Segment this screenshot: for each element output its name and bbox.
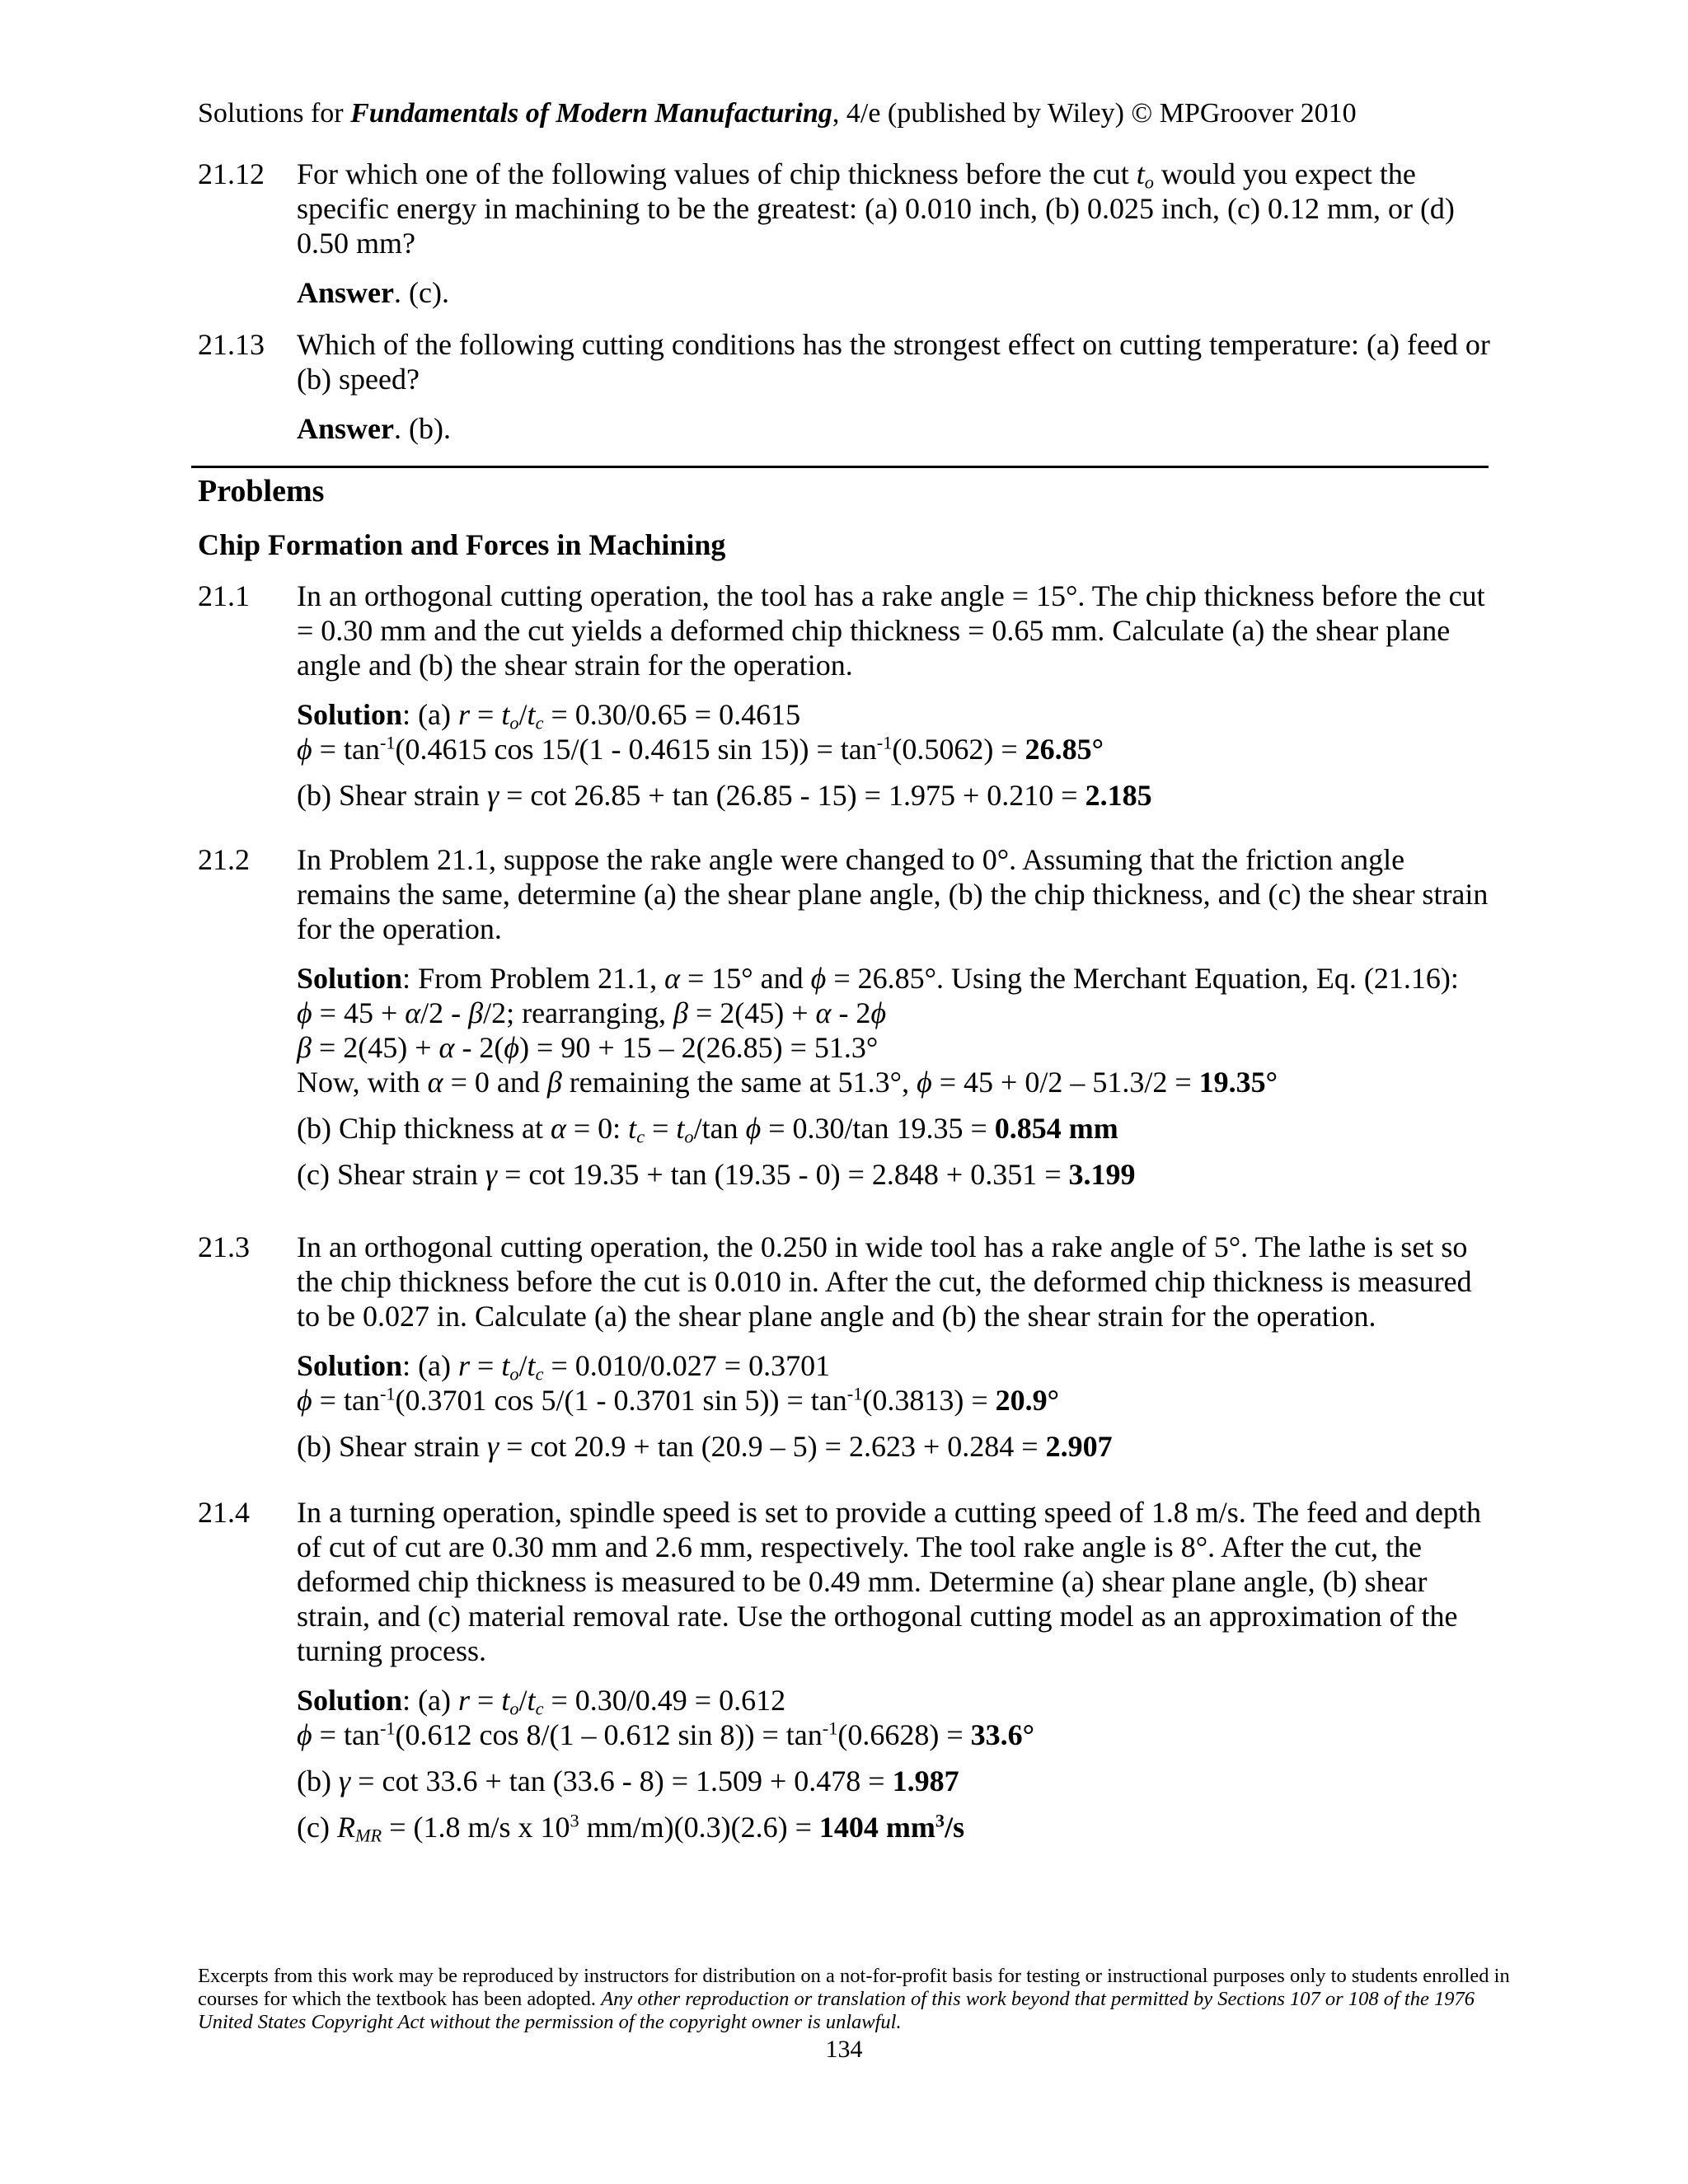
page-header: [198, 97, 1357, 130]
problem-21-3: [198, 1230, 1500, 1464]
solution: Solution: From Problem 21.1, α = 15° and ϕ = 26.85°. Using the Merchant Equation, Eq. (21.16): ϕ = 45 + α/2 - β/2; rearranging, β = 2(45) + α - 2ϕ β = 2(45) + α - 2(ϕ) = 90 + 15 – 2(26.85) = 51.3° Now, with α = 0 and β remaining the same at 51.3°, ϕ = 45 + 0/2 – 51.3/2 = 19.35° (b) Chip thickness at α = 0: $t_c = t_o/\tan$ ϕ = 0.30/tan 19.35 = 0.854 mm (c) Shear strain γ = cot 19.35 + tan (19.35 - 0) = 2.848 + 0.351 = 3.199: [297, 962, 1459, 1191]
problem-21-2: [198, 842, 1500, 1192]
book-title: Fundamentals of Modern Manufacturing: [350, 98, 832, 129]
problem-text: In a turning operation, spindle speed is set to provide a cutting speed of 1.8 m/s. The feed and depth of cut of cut are 0.30 mm and 2.6 mm, respectively. The tool rake angle is 8°. After the cut, the deformed chip thickness is measured to be 0.49 mm. Determine (a) shear plane angle, (b) shear strain, and (c) material removal rate. Use the orthogonal cutting model as an approximation of the turning process.: [297, 1496, 1481, 1667]
problem-text: In an orthogonal cutting operation, the tool has a rake angle = 15°. The chip thickness before the cut = 0.30 mm and the cut yields a deformed chip thickness = 0.65 mm. Calculate (a) the shear plane angle and (b) the shear strain for the operation.: [297, 579, 1485, 682]
problem-number: 21.2: [198, 843, 250, 876]
header-prefix: Solutions for: [198, 98, 351, 129]
question-21-12: [198, 157, 1500, 310]
question-number: 21.12: [198, 157, 265, 190]
question-text: For which one of the following values of chip thickness before the cut $t_o$ would you expect the specific energy in machining to be the greatest: (a) 0.010 inch, (b) 0.025 inch, (c) 0.12 mm, or (d) 0.50 mm?: [297, 157, 1455, 260]
page-number: 134: [825, 2036, 863, 2063]
question-21-13: [198, 327, 1500, 446]
problem-number: 21.3: [198, 1230, 250, 1263]
copyright-footer: Excerpts from this work may be reproduced by instructors for distribution on a not-for-profit basis for testing or instructional purposes only to students enrolled in courses for which the textbook has been adopted. Any other reproduction or translation of this work beyond that permitted by Sections 107 or 108 of the 1976 United States Copyright Act without the permission of the copyright owner is unlawful.: [198, 1965, 1510, 2033]
solution: Solution: (a) $r = t_o/t_c = 0.010/0.027 = 0.3701$ $\phi = \tan^{-1}(0.3701$ cos 5/(1 - 0.3701 $\sin 5)) = \tan^{-1}(0.3813) = 20.9^\circ$ (b) Shear strain γ = cot 20.9 + tan (20.9 – 5) = 2.623 + 0.284 = 2.907: [297, 1349, 1113, 1463]
answer: Answer. (b).: [297, 412, 451, 445]
section-divider: [191, 466, 1489, 468]
answer: Answer. (c).: [297, 276, 449, 309]
solution: Solution: (a) $r = t_o/t_c = 0.30/0.65 = 0.4615$ $\phi = \tan^{-1}(0.4615$ cos 15/(1 - 0.4615 $\sin 15)) = \tan^{-1}(0.5062) = 26.85^\circ$ (b) Shear strain γ = cot 26.85 + tan (26.85 - 15) = 1.975 + 0.210 = 2.185: [297, 698, 1152, 812]
section-title-problems: Problems: [198, 474, 325, 509]
problem-number: 21.4: [198, 1496, 250, 1529]
problem-number: 21.1: [198, 579, 250, 612]
header-suffix: , 4/e (published by Wiley) © MPGroover 2010: [832, 98, 1357, 129]
problem-21-4: [198, 1495, 1500, 1844]
problem-21-1: [198, 579, 1500, 813]
question-text: Which of the following cutting conditions has the strongest effect on cutting temperature: (a) feed or (b) speed?: [297, 328, 1490, 396]
problem-text: In an orthogonal cutting operation, the 0.250 in wide tool has a rake angle of 5°. The lathe is set so the chip thickness before the cut is 0.010 in. After the cut, the deformed chip thickness is measured to be 0.027 in. Calculate (a) the shear plane angle and (b) the shear strain for the operation.: [297, 1230, 1472, 1333]
question-number: 21.13: [198, 328, 265, 361]
subsection-title: Chip Formation and Forces in Machining: [198, 528, 726, 561]
problem-text: In Problem 21.1, suppose the rake angle were changed to 0°. Assuming that the friction angle remains the same, determine (a) the shear plane angle, (b) the chip thickness, and (c) the shear strain for the operation.: [297, 843, 1489, 945]
solution: Solution: (a) $r = t_o/t_c = 0.30/0.49 = 0.612$ $\phi = \tan^{-1}(0.612$ cos 8/(1 – 0.612 $\sin 8)) = \tan^{-1}(0.6628) = 33.6^\circ$ (b) γ = cot 33.6 + tan (33.6 - 8) = 1.509 + 0.478 = 1.987 (c) $R_{MR} = (1.8$ m/s x $10^3$ mm/m)(0.3)(2.6) = 1404 $mm^3/s$: [297, 1684, 1035, 1846]
